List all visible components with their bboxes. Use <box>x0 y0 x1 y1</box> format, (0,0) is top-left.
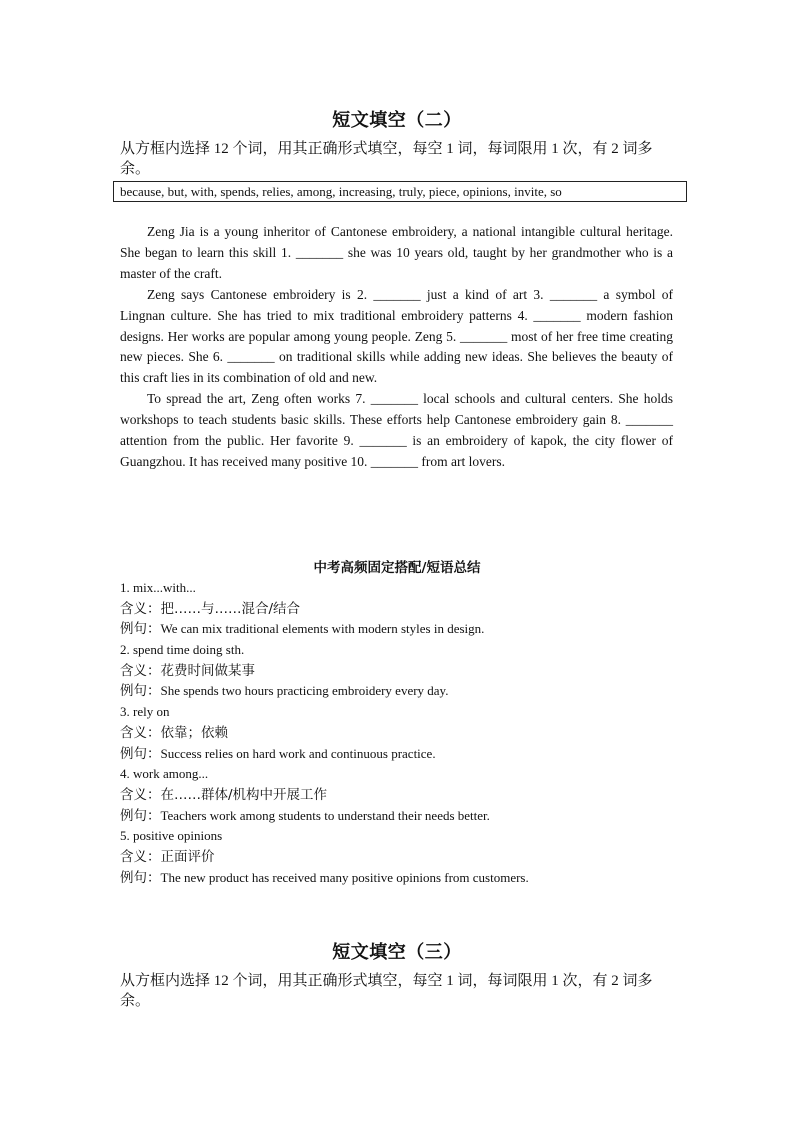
example: The new product has received many positive opinions from customers. <box>160 869 529 885</box>
example-line <box>120 868 680 889</box>
phrase: 2. spend time doing sth. <box>120 642 245 658</box>
meaning-line <box>120 847 680 868</box>
meaning: 花费时间做某事 <box>160 662 255 679</box>
example: Teachers work among students to understand their needs better. <box>160 807 490 823</box>
example: We can mix traditional elements with modern styles in design. <box>160 621 485 637</box>
passage-paragraph: Zeng Jia is a young inheritor of Cantonese embroidery, a national intangible cultural heritage. She began to learn this skill 1. _______ she was 10 years old, taught by her grandmother who is a master of the craft. <box>120 224 673 281</box>
meaning-label: 含义： <box>120 600 161 617</box>
meaning-label: 含义： <box>120 848 161 865</box>
phrase: 1. mix...with... <box>120 580 196 595</box>
example-label: 例句： <box>120 621 161 638</box>
passage-paragraph: Zeng says Cantonese embroidery is 2. _______ just a kind of art 3. _______ a symbol of Lingnan culture. She has tried to mix traditional embroidery patterns 4. _______ modern fashion designs. Her works are popular among young people. Zeng 5. _______ most of her free time creating new pieces. She 6. _______ on traditional skills while adding new ideas. She believes the beauty of this craft lies in its combination of old and new. <box>120 286 673 386</box>
meaning-label: 含义： <box>120 662 161 679</box>
meaning-line <box>120 723 680 744</box>
instruction-text: 从方框内选择 12 个词，用其正确形式填空，每空 1 词，每词限用 1 次，有 2 词多余。 <box>120 141 653 177</box>
word-bank-box: because, but, with, spends, relies, among, increasing, truly, piece, opinions, invite, so <box>113 181 687 202</box>
meaning-label: 含义： <box>120 724 161 741</box>
instruction-text: 从方框内选择 12 个词，用其正确形式填空，每空 1 词，每词限用 1 次，有 2 词多余。 <box>120 973 653 1009</box>
example-label: 例句： <box>120 745 161 762</box>
meaning: 在……群体/机构中开展工作 <box>160 786 328 803</box>
meaning-line <box>120 661 680 682</box>
meaning-label: 含义： <box>120 786 161 803</box>
example: Success relies on hard work and continuous practice. <box>160 745 436 761</box>
phrase: 5. positive opinions <box>120 828 223 844</box>
section-title-3: 短文填空（三） <box>332 942 462 962</box>
example-line <box>120 681 680 702</box>
meaning: 正面评价 <box>160 848 215 865</box>
meaning-line <box>120 785 680 806</box>
phrase: 4. work among... <box>120 766 209 782</box>
phrase-summary <box>120 578 680 888</box>
section-title-2: 短文填空（二） <box>332 110 462 130</box>
summary-title: 中考高频固定搭配/短语总结 <box>313 560 481 576</box>
meaning-line <box>120 599 680 620</box>
example-line <box>120 806 680 827</box>
meaning: 把……与……混合/结合 <box>160 600 301 617</box>
example: She spends two hours practicing embroidery every day. <box>160 683 449 699</box>
example-line <box>120 744 680 765</box>
example-label: 例句： <box>120 683 161 700</box>
example-line <box>120 619 680 640</box>
passage-paragraph: To spread the art, Zeng often works 7. _______ local schools and cultural centers. She holds workshops to teach students basic skills. These efforts help Cantonese embroidery gain 8. _______ attention from the public. Her favorite 9. _______ is an embroidery of kapok, the city flower of Guangzhou. It has received many positive 10. _______ from art lovers. <box>120 391 673 469</box>
example-label: 例句： <box>120 807 161 824</box>
passage <box>120 222 673 473</box>
phrase: 3. rely on <box>120 704 170 720</box>
example-label: 例句： <box>120 869 161 886</box>
meaning: 依靠；依赖 <box>160 724 228 741</box>
